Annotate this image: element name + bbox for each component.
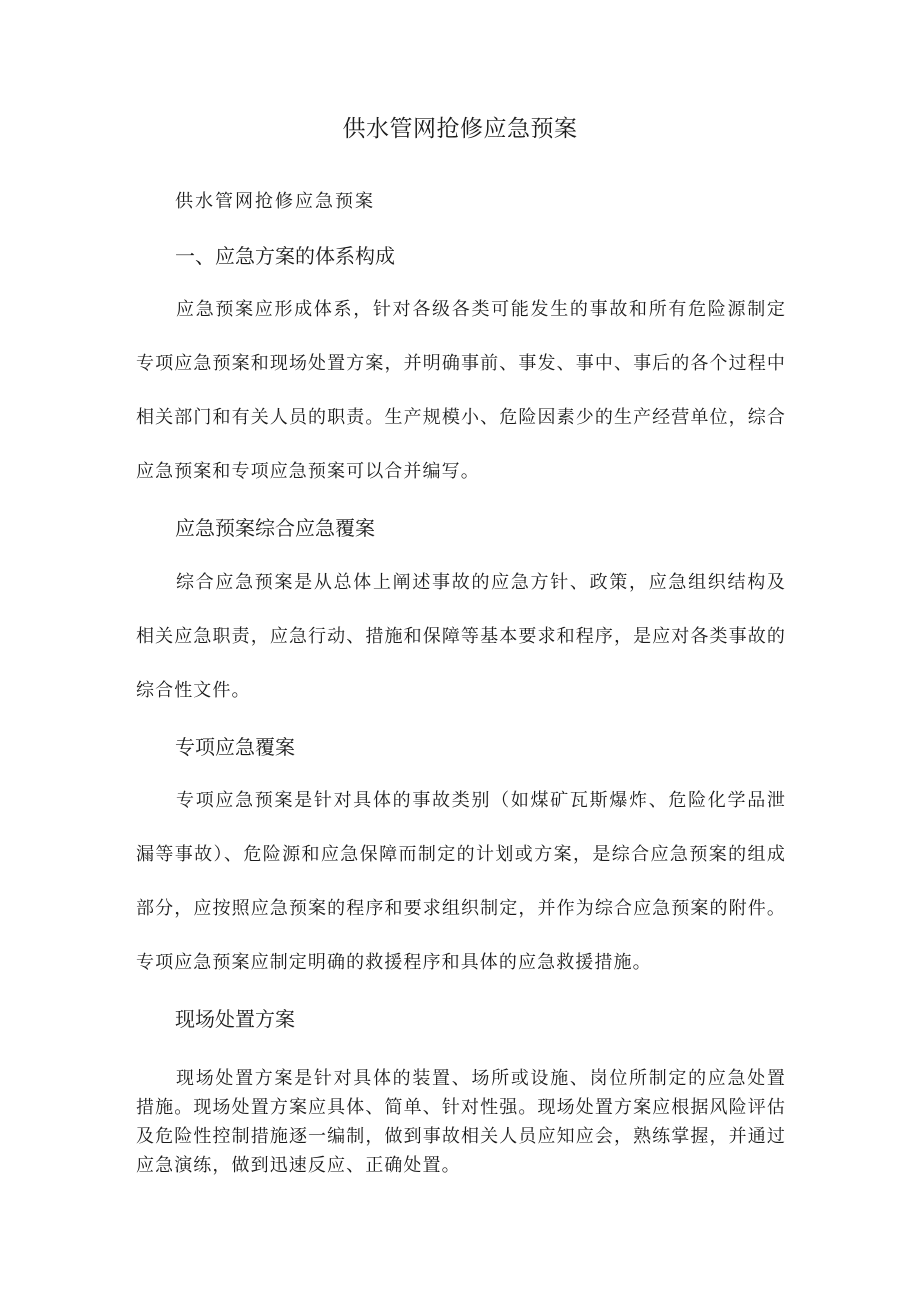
section-paragraph-comprehensive: 综合应急预案是从总体上阐述事故的应急方针、政策，应急组织结构及相关应急职责，应急行动、措施和保障等基本要求和程序，是应对各类事故的综合性文件。 — [136, 572, 786, 701]
section-heading-system: 一、应急方案的体系构成 — [175, 244, 395, 268]
document-title: 供水管网抢修应急预案 — [342, 116, 578, 142]
section-heading-comprehensive: 应急预案综合应急覆案 — [175, 516, 375, 540]
section-heading-special: 专项应急覆案 — [175, 735, 295, 759]
section-heading-onsite: 现场处置方案 — [175, 1007, 295, 1031]
section-paragraph-onsite: 现场处置方案是针对具体的装置、场所或设施、岗位所制定的应急处置措施。现场处置方案应具体、简单、针对性强。现场处置方案应根据风险评估及危险性控制措施逐一编制，做到事故相关人员应知应会，熟练掌握，并通过应急演练，做到迅速反应、正确处置。 — [136, 1068, 786, 1176]
document-subtitle: 供水管网抢修应急预案 — [175, 191, 375, 212]
section-paragraph-special: 专项应急预案是针对具体的事故类别（如煤矿瓦斯爆炸、危险化学品泄漏等事故）、危险源和应急保障而制定的计划或方案，是综合应急预案的组成部分，应按照应急预案的程序和要求组织制定，并作为综合应急预案的附件。专项应急预案应制定明确的救援程序和具体的应急救援措施。 — [136, 790, 786, 973]
section-paragraph-system: 应急预案应形成体系，针对各级各类可能发生的事故和所有危险源制定专项应急预案和现场处置方案，并明确事前、事发、事中、事后的各个过程中相关部门和有关人员的职责。生产规模小、危险因素少的生产经营单位，综合应急预案和专项应急预案可以合并编写。 — [136, 299, 786, 482]
